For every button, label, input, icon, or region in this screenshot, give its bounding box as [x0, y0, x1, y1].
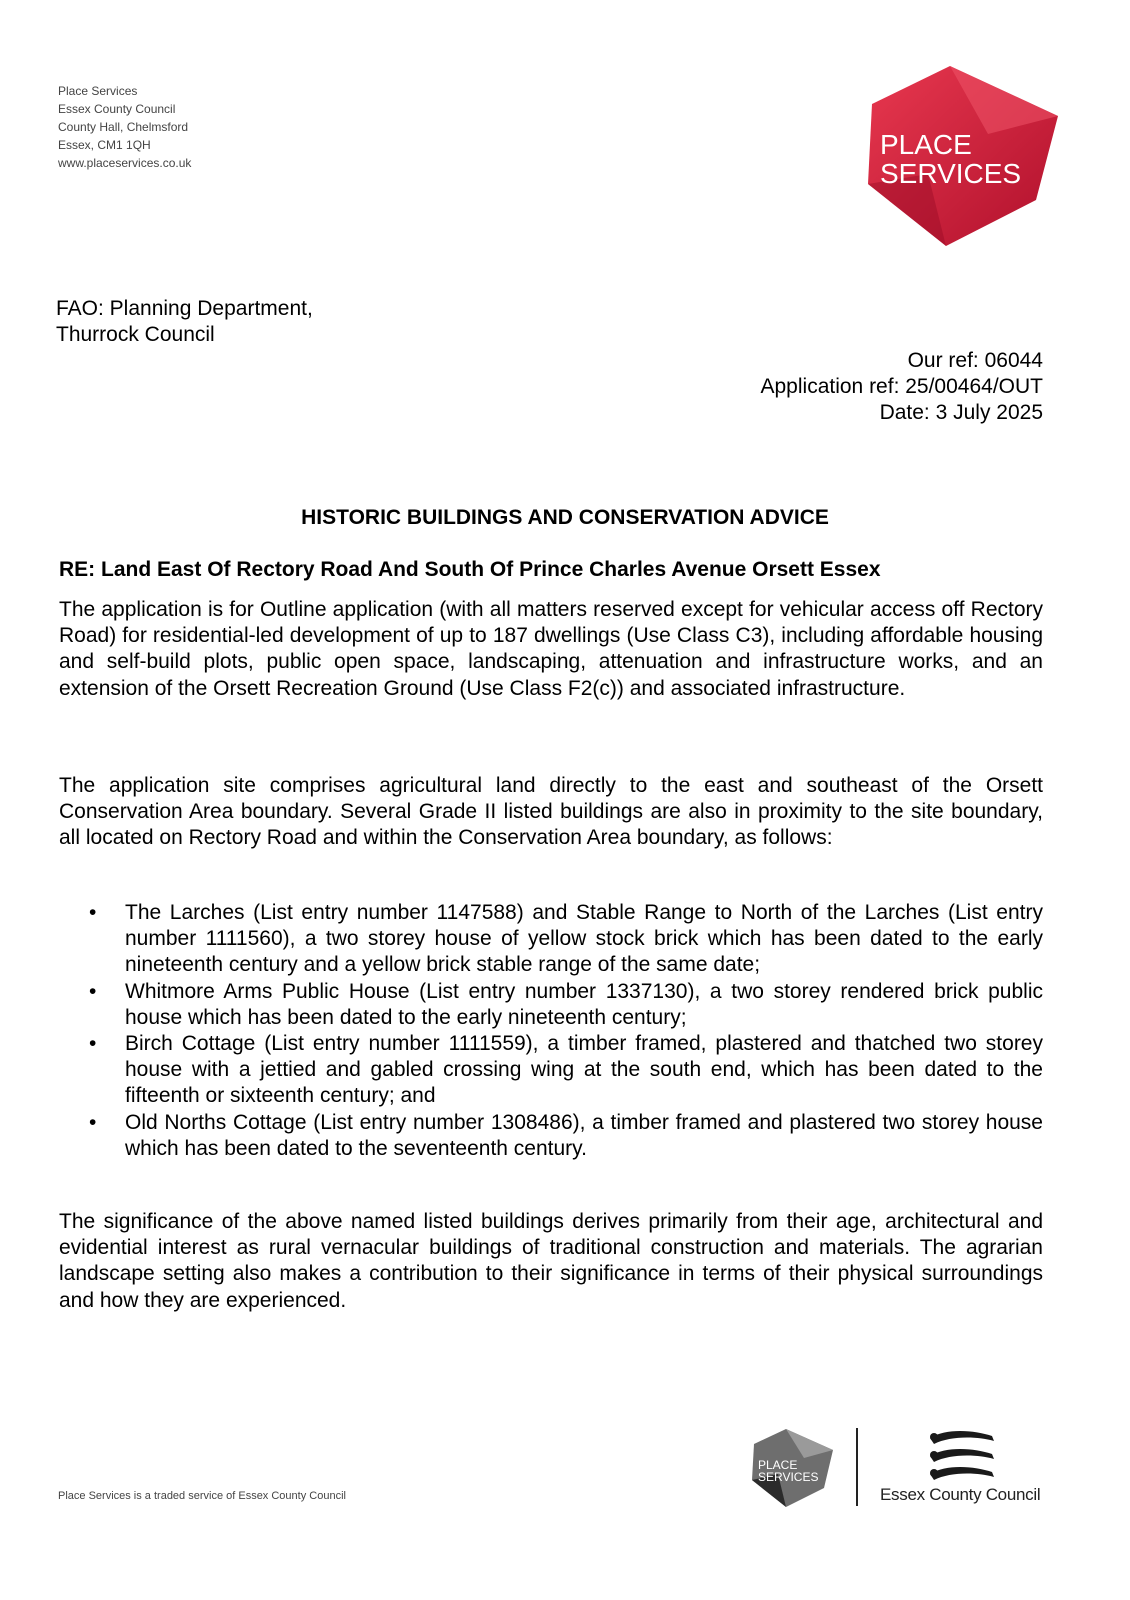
application-ref: Application ref: 25/00464/OUT [760, 375, 1043, 398]
recipient-line-2: Thurrock Council [56, 323, 215, 346]
sender-line: Essex County Council [58, 102, 176, 116]
footer-logo-line-1: PLACE [758, 1458, 798, 1472]
place-services-footer-logo [752, 1428, 834, 1508]
bullet-icon: • [89, 979, 97, 1003]
list-item [59, 1031, 1043, 1110]
list-item-text: Whitmore Arms Public House (List entry number 1337130), a two storey rendered brick public house which has been dated to the early nineteenth century; [125, 979, 1043, 1029]
document-heading: HISTORIC BUILDINGS AND CONSERVATION ADVICE [301, 506, 829, 529]
footer-divider [856, 1428, 858, 1506]
sender-address [58, 82, 191, 172]
sender-line: Essex, CM1 1QH [58, 138, 151, 152]
our-ref: Our ref: 06044 [907, 349, 1043, 372]
list-item-text: Old Norths Cottage (List entry number 1308486), a timber framed and plastered two storey house which has been dated to the seventeenth century. [125, 1110, 1043, 1160]
logo-line-2: SERVICES [880, 158, 1022, 189]
re-line: RE: Land East Of Rectory Road And South Of Prince Charles Avenue Orsett Essex [59, 558, 881, 581]
paragraph-site: The application site comprises agricultural land directly to the east and southeast of the Orsett Conservation Area boundary. Several Grade II listed buildings are also in proximity to the site boundary, all located on Rectory Road and within the Conservation Area boundary, as follows: [59, 774, 1043, 850]
recipient-line-1: FAO: Planning Department, [56, 297, 313, 320]
sender-website: www.placeservices.co.uk [58, 156, 192, 170]
sender-line: Place Services [58, 84, 138, 98]
footer-traded-service: Place Services is a traded service of Essex County Council [58, 1490, 346, 1502]
place-services-logo [868, 64, 1060, 248]
essex-seaxes-icon [926, 1428, 998, 1484]
recipient [56, 296, 313, 348]
essex-county-council-name: Essex County Council [880, 1485, 1041, 1504]
paragraph-significance: The significance of the above named listed buildings derives primarily from their age, architectural and evidential interest as rural vernacular buildings of traditional construction and materials. The agrarian landscape setting also makes a contribution to their significance in terms of their physical surroundings and how they are experienced. [59, 1210, 1043, 1312]
sender-line: County Hall, Chelmsford [58, 120, 189, 134]
list-item [59, 979, 1043, 1031]
logo-line-1: PLACE [880, 129, 972, 160]
bullet-icon: • [89, 1110, 97, 1134]
bullet-icon: • [89, 1032, 97, 1056]
list-item-text: Birch Cottage (List entry number 1111559), a timber framed, plastered and thatched two storey house with a jettied and gabled crossing wing at the south end, which has been dated to the fifteenth or sixteenth century; and [125, 1032, 1043, 1108]
paragraph-application: The application is for Outline application (with all matters reserved except for vehicular access off Rectory Road) for residential-led development of up to 187 dwellings (Use Class C3), including affordable housing and self-build plots, public open space, landscaping, attenuation and infrastructure works, and an extension of the Orsett Recreation Ground (Use Class F2(c)) and associated infrastructure. [59, 598, 1043, 700]
list-item-text: The Larches (List entry number 1147588) and Stable Range to North of the Larches (List entry number 1111560), a two storey house of yellow stock brick which has been dated to the early nineteenth century and a yellow brick stable range of the same date; [125, 901, 1043, 977]
letter-date: Date: 3 July 2025 [879, 401, 1043, 424]
reference-block [761, 348, 1044, 426]
listed-buildings-list [59, 900, 1043, 1162]
bullet-icon: • [89, 901, 97, 924]
list-item [59, 900, 1043, 979]
list-item [59, 1110, 1043, 1162]
footer-logo-line-2: SERVICES [758, 1470, 819, 1484]
